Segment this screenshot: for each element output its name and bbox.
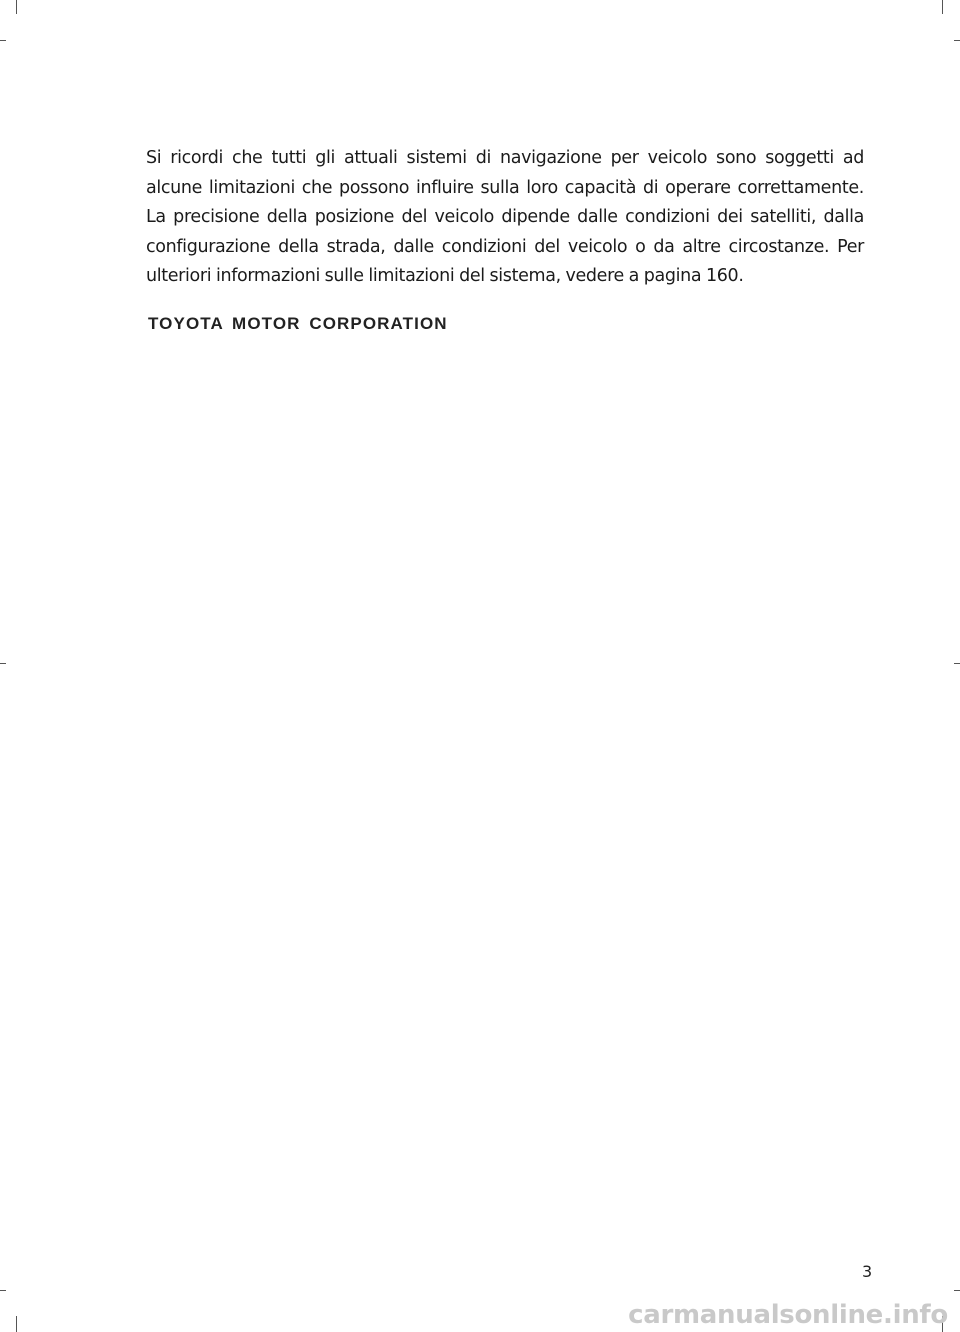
crop-mark-left-upper xyxy=(0,40,6,41)
company-name: TOYOTA MOTOR CORPORATION xyxy=(148,314,448,333)
page-number: 3 xyxy=(862,1262,873,1281)
navigation-limitations-paragraph: Si ricordi che tutti gli attuali sistemi di navigazione per veicolo sono soggetti ad alcune limitazioni che possono influire sulla loro capacità di operare correttamente. La precisione della posizione del veicolo dipende dalle condizioni dei satelliti, dalla configurazione della strada, dalle condizioni del veicolo o da altre circostanze. Per ulteriori informazioni sulle limitazioni del sistema, vedere a pagina 160. xyxy=(146,148,864,286)
crop-mark-right-lower xyxy=(954,1290,960,1291)
crop-mark-bottom-left xyxy=(16,1316,17,1332)
crop-mark-top-right xyxy=(942,0,943,14)
crop-mark-right-middle xyxy=(954,663,960,664)
crop-mark-left-middle xyxy=(0,663,6,664)
crop-mark-right-upper xyxy=(954,40,960,41)
site-watermark: carmanualsonline.info xyxy=(628,1300,948,1330)
crop-mark-left-lower xyxy=(0,1290,6,1291)
crop-mark-top-left xyxy=(16,0,17,14)
